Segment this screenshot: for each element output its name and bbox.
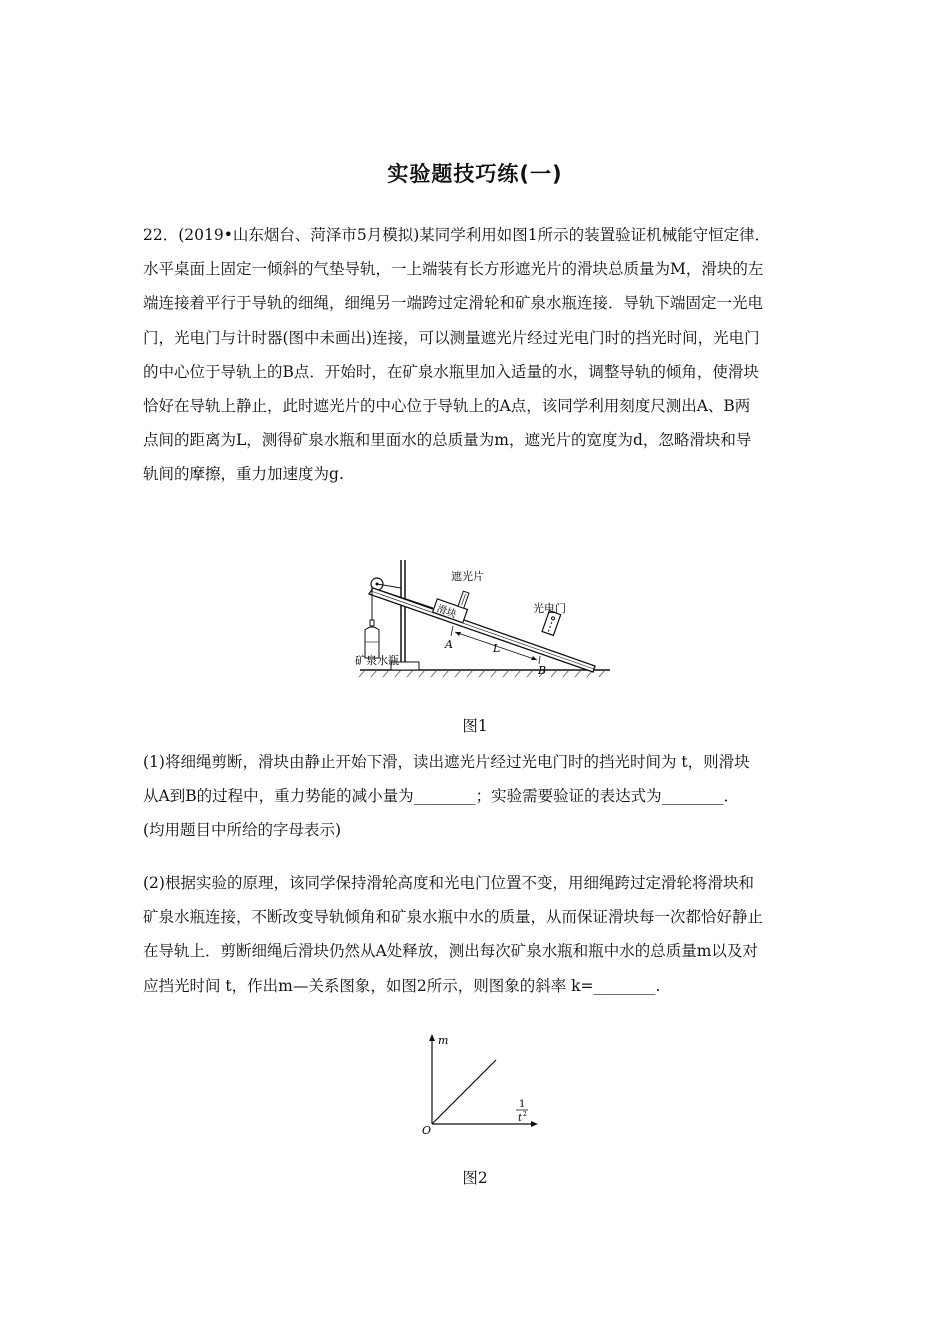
q1-line: 从A到B的过程中，重力势能的减小量为________；实验需要验证的表达式为________． (143, 787, 740, 806)
x-axis-denominator: t (518, 1113, 523, 1124)
label-L: L (493, 642, 501, 655)
question-1 (143, 745, 811, 848)
q2-line: 应挡光时间 t，作出m—关系图象，如图2所示，则图象的斜率 k=________. (143, 976, 661, 995)
figure-2-graph (418, 1030, 548, 1140)
label-shade: 遮光片 (451, 570, 484, 583)
label-B: B (538, 664, 547, 677)
intro-line: 水平桌面上固定一倾斜的气垫导轨，一上端装有长方形遮光片的滑块总质量为M，滑块的左 (143, 260, 764, 279)
origin-label: O (422, 1124, 432, 1137)
page-title: 实验题技巧练(一) (387, 162, 563, 186)
intro-line: 的中心位于导轨上的B点．开始时，在矿泉水瓶里加入适量的水，调整导轨的倾角，使滑块 (143, 362, 759, 381)
q2-line: 在导轨上．剪断细绳后滑块仍然从A处释放，测出每次矿泉水瓶和瓶中水的总质量m以及对 (143, 942, 758, 961)
question-2 (143, 866, 811, 1003)
q1-line: (均用题目中所给的字母表示) (143, 821, 342, 840)
figure-1-caption: 图1 (462, 717, 488, 735)
figure-2-caption: 图2 (462, 1169, 488, 1187)
label-A: A (445, 638, 453, 651)
label-bottle: 矿泉水瓶 (355, 654, 399, 667)
q2-line: 矿泉水瓶连接，不断改变导轨倾角和矿泉水瓶中水的质量，从而保证滑块每一次都恰好静止 (143, 908, 764, 927)
intro-line: 恰好在导轨上静止，此时遮光片的中心位于导轨上的A点，该同学利用刻度尺测出A、B两 (143, 396, 751, 415)
x-axis-exponent: 2 (523, 1111, 527, 1118)
problem-intro (143, 218, 811, 492)
intro-line: 轨间的摩擦，重力加速度为g. (143, 465, 344, 484)
label-slider: 滑块 (435, 603, 458, 621)
intro-line: 22．(2019•山东烟台、菏泽市5月模拟)某同学利用如图1所示的装置验证机械能守恒定律． (143, 226, 771, 244)
intro-line: 端连接着平行于导轨的细绳，细绳另一端跨过定滑轮和矿泉水瓶连接．导轨下端固定一光电 (143, 294, 764, 313)
y-axis-label: m (438, 1034, 449, 1047)
x-axis-numerator: 1 (519, 1099, 526, 1110)
figure-1-apparatus (355, 552, 615, 682)
q1-line: (1)将细绳剪断，滑块由静止开始下滑，读出遮光片经过光电门时的挡光时间为 t，则滑块 (143, 753, 750, 771)
intro-line: 门，光电门与计时器(图中未画出)连接，可以测量遮光片经过光电门时的挡光时间，光电门 (143, 328, 760, 347)
label-photogate: 光电门 (533, 602, 566, 615)
intro-line: 点间的距离为L，测得矿泉水瓶和里面水的总质量为m，遮光片的宽度为d，忽略滑块和导 (143, 431, 752, 450)
q2-line: (2)根据实验的原理，该同学保持滑轮高度和光电门位置不变，用细绳跨过定滑轮将滑块和 (143, 874, 754, 892)
